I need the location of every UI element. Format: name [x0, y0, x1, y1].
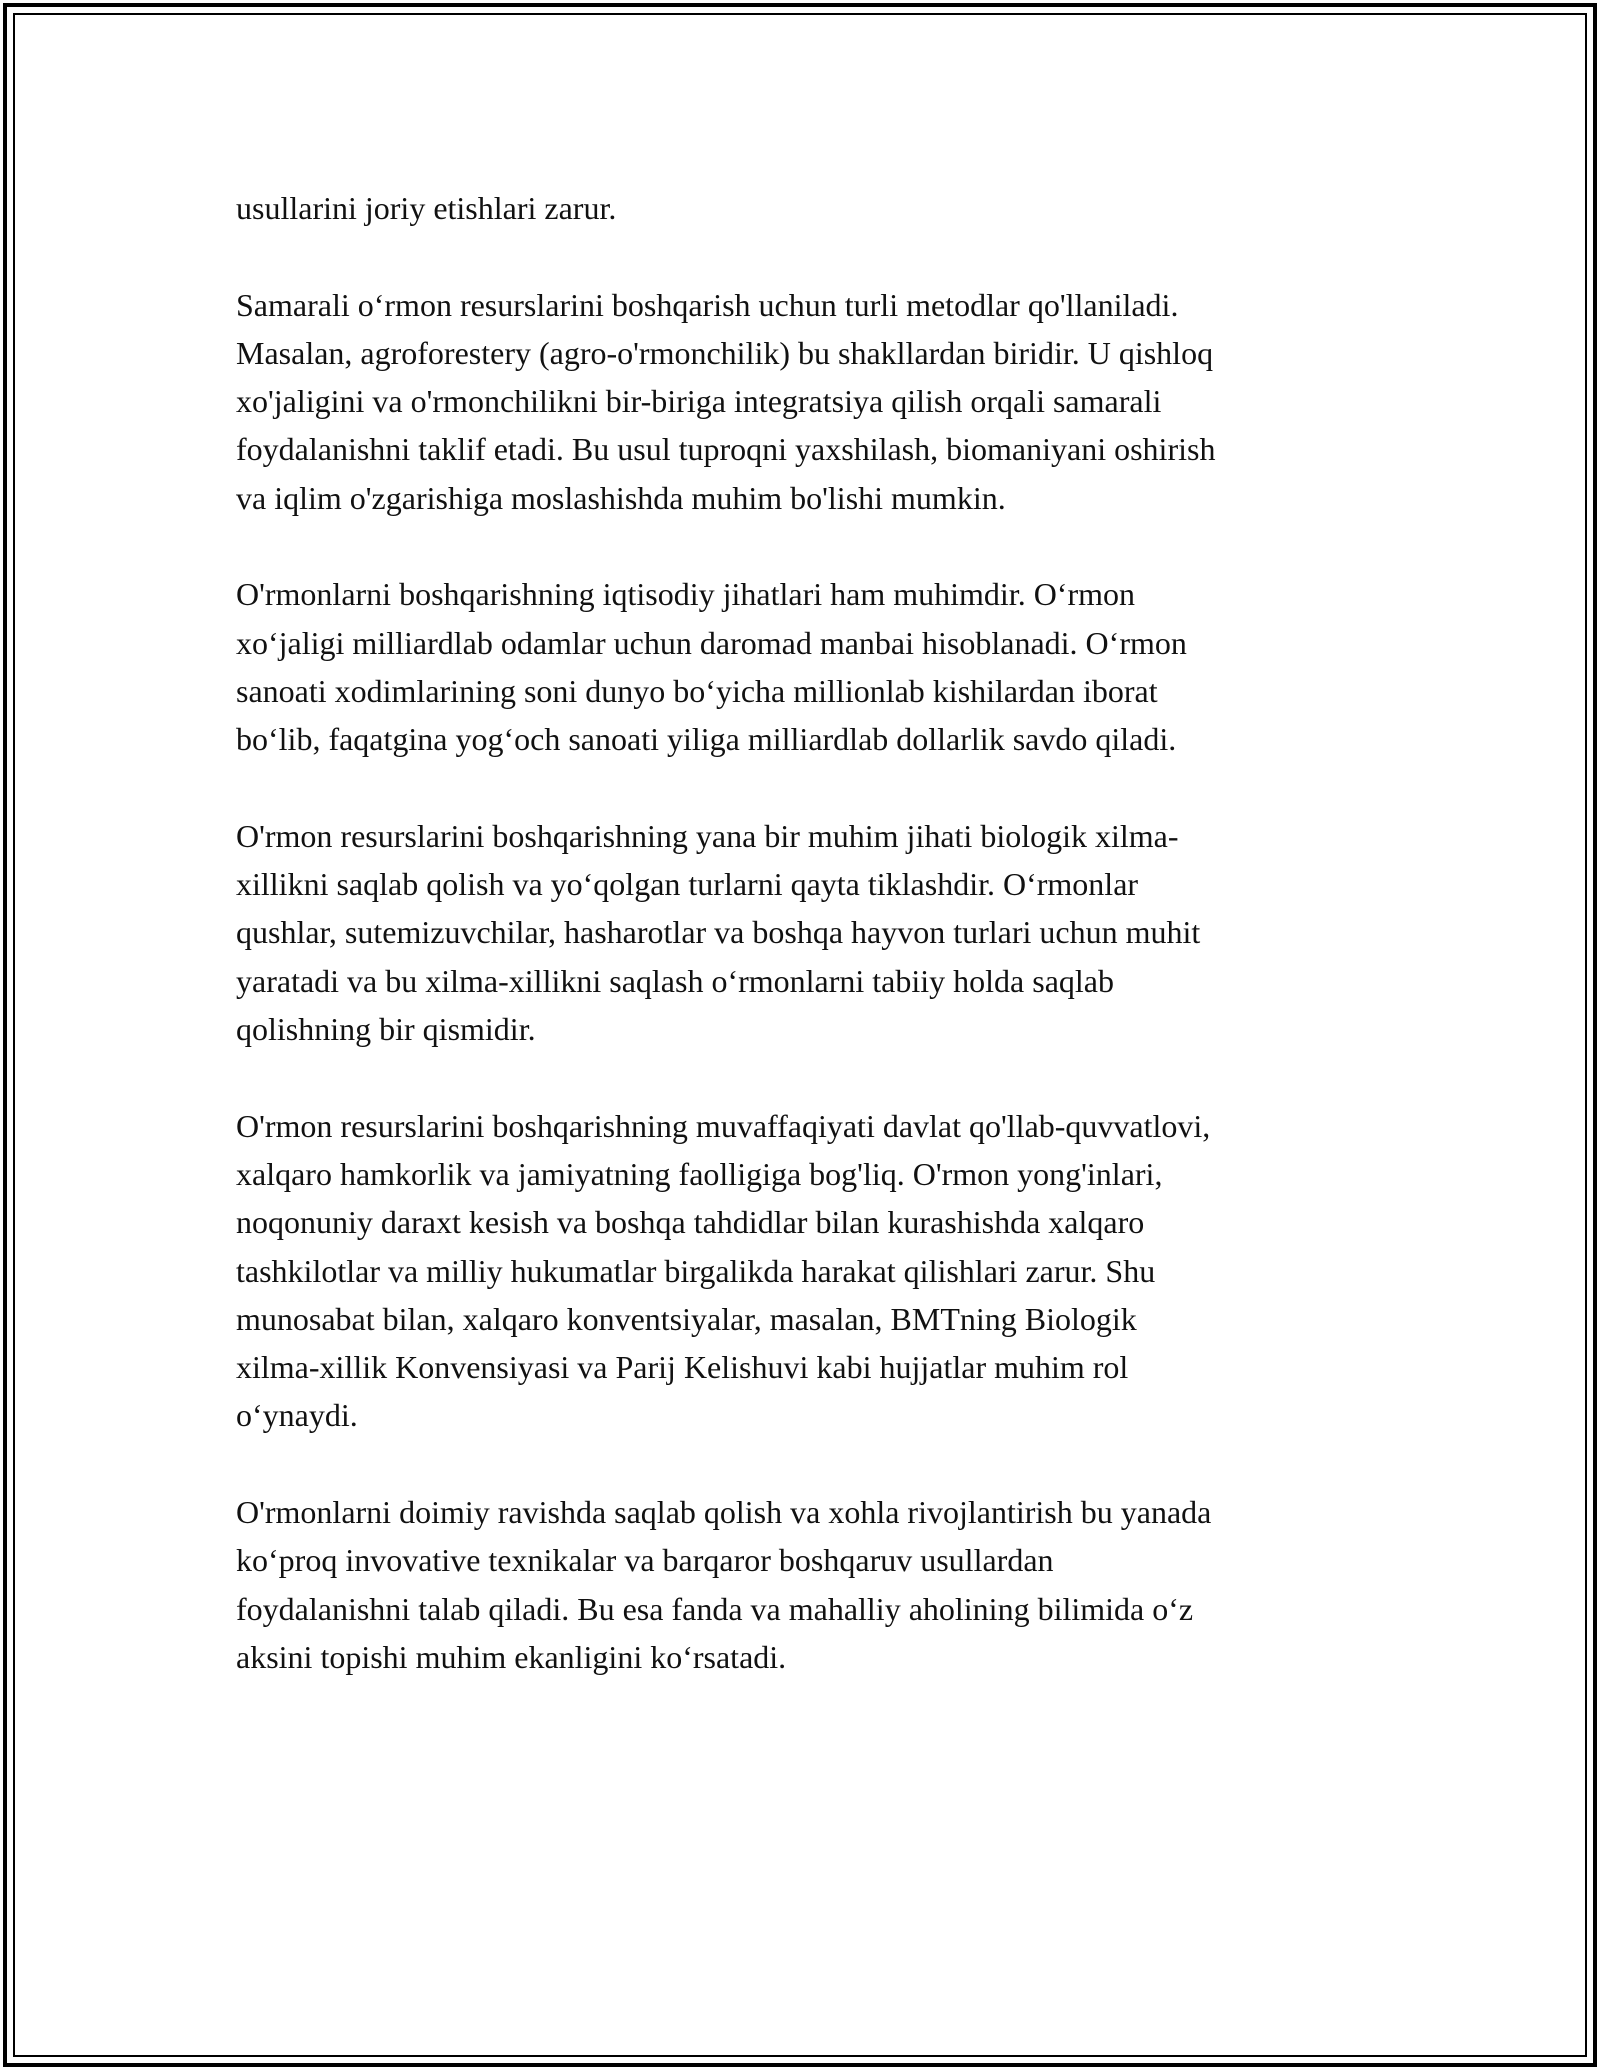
paragraph-1: usullarini joriy etishlari zarur.: [236, 190, 617, 226]
document-body: [236, 184, 1376, 1730]
paragraph-2: Samarali o‘rmon resurslarini boshqarish uchun turli metodlar qo'llaniladi. Masalan, agroforestery (agro-o'rmonchilik) bu shakllardan biridir. U qishloq xo'jaligini va o'rmonchilikni bir-biriga integratsiya qilish orqali samarali foydalanishni taklif etadi. Bu usul tuproqni yaxshilash, biomaniyani oshirish va iqlim o'zgarishiga moslashishda muhim bo'lishi mumkin.: [236, 286, 1216, 516]
paragraph-5: O'rmon resurslarini boshqarishning muvaffaqiyati davlat qo'llab-quvvatlovi, xalqaro hamkorlik va jamiyatning faolligiga bog'liq. O'rmon yong'inlari, noqonuniy daraxt kesish va boshqa tahdidlar bilan kurashishda xalqaro tashkilotlar va milliy hukumatlar birgalikda harakat qilishlari zarur. Shu munosabat bilan, xalqaro konventsiyalar, masalan, BMTning Biologik xilma-xillik Konvensiyasi va Parij Kelishuvi kabi hujjatlar muhim rol o‘ynaydi.: [236, 1107, 1211, 1434]
paragraph-3: O'rmonlarni boshqarishning iqtisodiy jihatlari ham muhimdir. O‘rmon xo‘jaligi milliardlab odamlar uchun daromad manbai hisoblanadi. O‘rmon sanoati xodimlarining soni dunyo bo‘yicha millionlab kishilardan iborat bo‘lib, faqatgina yog‘och sanoati yiliga milliardlab dollarlik savdo qiladi.: [236, 576, 1187, 758]
paragraph-6: O'rmonlarni doimiy ravishda saqlab qolish va xohla rivojlantirish bu yanada ko‘proq invovative texnikalar va barqaror boshqaruv usullardan foydalanishni talab qiladi. Bu esa fanda va mahalliy aholining bilimida o‘z aksini topishi muhim ekanligini ko‘rsatadi.: [236, 1494, 1212, 1675]
paragraph-4: O'rmon resurslarini boshqarishning yana bir muhim jihati biologik xilma- xillikni saqlab qolish va yo‘qolgan turlarni qayta tiklashdir. O‘rmonlar qushlar, sutemizuvchilar, hasharotlar va boshqa hayvon turlari uchun muhit yaratadi va bu xilma-xillikni saqlash o‘rmonlarni tabiiy holda saqlab qolishning bir qismidir.: [236, 817, 1201, 1048]
